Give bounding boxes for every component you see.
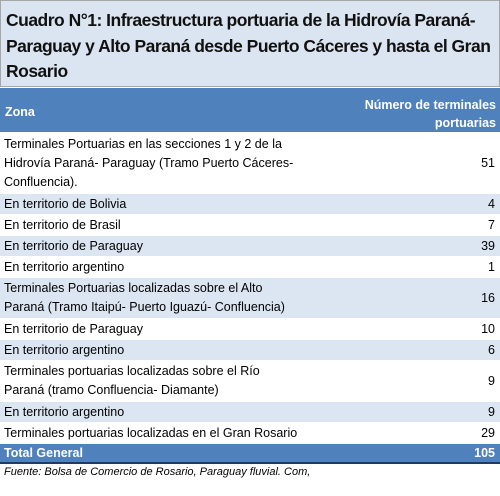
column-header-zona: Zona	[5, 105, 35, 119]
table-row	[0, 132, 500, 193]
row-zona: En territorio de Paraguay	[4, 321, 143, 336]
table-row	[0, 422, 500, 443]
table-header	[0, 87, 500, 132]
total-value: 105	[474, 446, 495, 460]
table-row	[0, 193, 500, 214]
row-zona: Terminales Portuarias en las secciones 1 y 2 de la Hidrovía Paraná- Paraguay (Tramo Puerto Cáceres- Confluencia).	[4, 136, 294, 189]
table-row	[0, 360, 500, 401]
row-value: 16	[481, 291, 495, 305]
table-total-row	[0, 443, 500, 464]
row-zona: En territorio argentino	[4, 404, 125, 419]
row-zona: En territorio de Bolivia	[4, 196, 127, 211]
row-value: 9	[488, 405, 495, 419]
total-label: Total General	[4, 445, 83, 460]
row-zona: En territorio de Brasil	[4, 217, 121, 232]
row-value: 51	[481, 156, 495, 170]
row-value: 9	[488, 374, 495, 388]
row-value: 4	[488, 197, 495, 211]
column-header-terminales-line1: Número de terminales	[364, 98, 496, 112]
table-row	[0, 277, 500, 318]
row-value: 39	[481, 239, 495, 253]
table-row	[0, 318, 500, 339]
row-zona: En territorio de Paraguay	[4, 238, 143, 253]
row-zona: Terminales portuarias localizadas sobre el Río Paraná (tramo Confluencia- Diamante)	[4, 364, 260, 397]
table-row	[0, 339, 500, 360]
table-row	[0, 235, 500, 256]
table-row	[0, 256, 500, 277]
table-source-note: Fuente: Bolsa de Comercio de Rosario, Paraguay fluvial. Com,	[4, 466, 311, 478]
row-value: 10	[481, 322, 495, 336]
row-zona: En territorio argentino	[4, 342, 125, 357]
table-row	[0, 401, 500, 422]
row-value: 7	[488, 218, 495, 232]
column-header-terminales-line2: portuarias	[434, 116, 496, 130]
row-zona: Terminales portuarias localizadas en el Gran Rosario	[4, 425, 298, 440]
column-header-terminales	[365, 96, 496, 132]
table-row	[0, 214, 500, 235]
row-zona: En territorio argentino	[4, 259, 125, 274]
table-title: Cuadro N°1: Infraestructura portuaria de la Hidrovía Paraná-Paraguay y Alto Paraná desde Puerto Cáceres y hasta el Gran Rosario	[0, 0, 500, 87]
row-zona: Terminales Portuarias localizadas sobre el Alto Paraná (Tramo Itaipú- Puerto Iguazú- Confluencia)	[4, 281, 285, 314]
row-value: 29	[481, 426, 495, 440]
row-value: 6	[488, 343, 495, 357]
row-value: 1	[488, 260, 495, 274]
